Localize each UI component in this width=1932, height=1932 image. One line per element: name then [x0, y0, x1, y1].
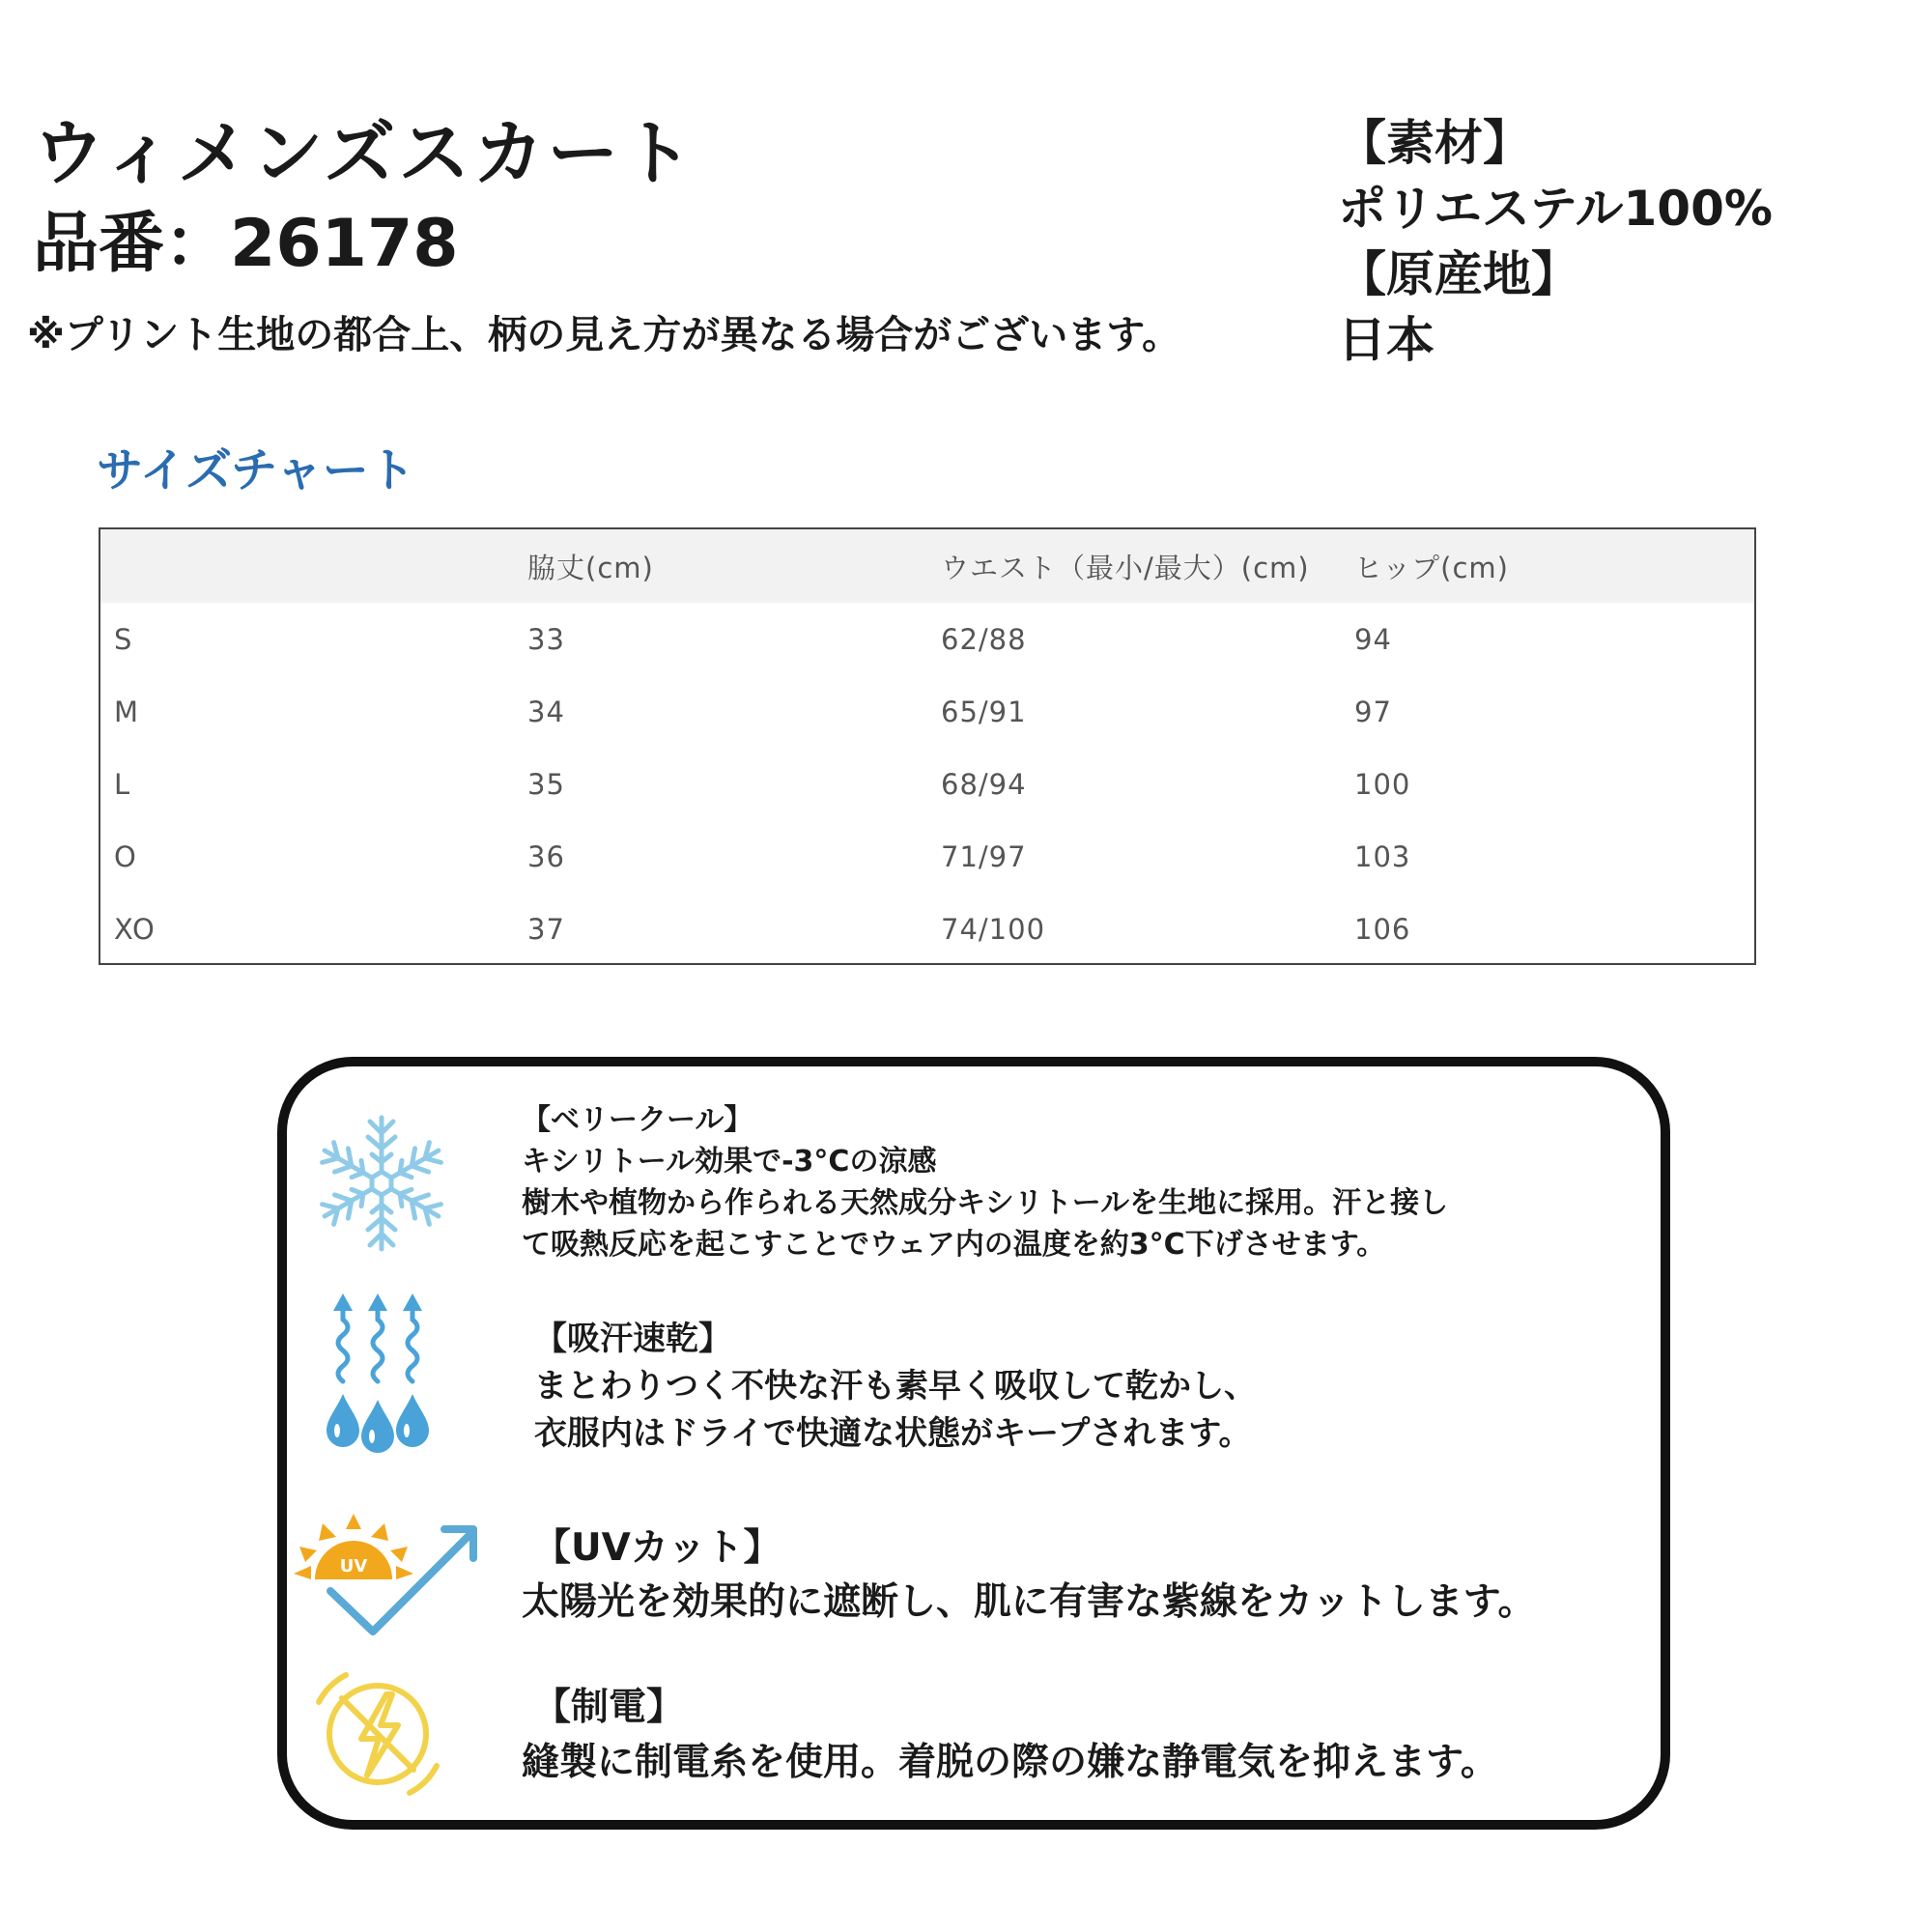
uv-icon-label: UV: [339, 1556, 368, 1577]
table-row: [100, 820, 1754, 893]
feature-cool-line: て吸熱反応を起こすことでウェア内の温度を約3°C下げさせます。: [522, 1228, 1386, 1262]
size-cell: M: [114, 695, 140, 728]
origin-value: 日本: [1338, 312, 1435, 368]
table-row: [100, 893, 1754, 965]
table-row: [100, 748, 1754, 820]
product-number: 品番：26178: [33, 206, 459, 282]
waist-cell: 74/100: [941, 912, 1046, 946]
hip-cell: 97: [1354, 695, 1392, 728]
waist-cell: 68/94: [941, 767, 1027, 801]
size-cell: S: [114, 622, 133, 656]
uv-sun-icon: [294, 1512, 483, 1637]
sweat-drops-icon: [319, 1290, 444, 1454]
length-cell: 33: [527, 622, 565, 656]
print-note: ※プリント生地の都合上、柄の見え方が異なる場合がございます。: [27, 313, 1181, 357]
feature-uv-title: 【UVカット】: [533, 1526, 781, 1570]
header-cell: ウエスト（最小/最大）(cm): [941, 551, 1310, 584]
table-row: [100, 675, 1754, 748]
size-cell: L: [114, 767, 131, 801]
feature-sweat-line: まとわりつく不快な汗も素早く吸収して乾かし、: [534, 1367, 1257, 1406]
feature-cool-line: キシリトール効果で-3°Cの涼感: [522, 1145, 937, 1179]
hip-cell: 103: [1354, 839, 1411, 873]
waist-cell: 71/97: [941, 839, 1027, 873]
table-row: [100, 603, 1754, 675]
length-cell: 37: [527, 912, 565, 946]
feature-sweat-title: 【吸汗速乾】: [534, 1320, 731, 1358]
size-cell: XO: [114, 912, 156, 946]
size-cell: O: [114, 839, 137, 873]
waist-cell: 62/88: [941, 622, 1027, 656]
size-table-header: [100, 529, 1754, 603]
feature-sweat-line: 衣服内はドライで快適な状態がキープされます。: [534, 1414, 1252, 1453]
header-cell: 脇丈(cm): [527, 551, 654, 584]
snowflake-icon: [311, 1113, 452, 1254]
header-cell: ヒップ(cm): [1354, 551, 1509, 584]
length-cell: 35: [527, 767, 565, 801]
material-label: 【素材】: [1338, 115, 1531, 171]
material-value: ポリエステル100%: [1338, 181, 1773, 237]
hip-cell: 94: [1354, 622, 1392, 656]
feature-cool-title: 【ベリークール】: [522, 1103, 753, 1137]
size-chart-title: サイズチャート: [97, 443, 415, 497]
length-cell: 36: [527, 839, 565, 873]
product-title: ウィメンズスカート: [33, 112, 696, 195]
waist-cell: 65/91: [941, 695, 1027, 728]
feature-static-line: 縫製に制電糸を使用。着脱の際の嫌な静電気を抑えます。: [522, 1741, 1498, 1784]
feature-cool-line: 樹木や植物から作られる天然成分キシリトールを生地に採用。汗と接し: [522, 1186, 1449, 1220]
feature-uv-line: 太陽光を効果的に遮断し、肌に有害な紫線をカットします。: [522, 1580, 1536, 1624]
length-cell: 34: [527, 695, 565, 728]
anti-static-icon: [305, 1662, 450, 1806]
feature-static-title: 【制電】: [533, 1686, 685, 1729]
hip-cell: 100: [1354, 767, 1411, 801]
origin-label: 【原産地】: [1338, 246, 1579, 302]
size-table: [99, 527, 1756, 965]
hip-cell: 106: [1354, 912, 1411, 946]
